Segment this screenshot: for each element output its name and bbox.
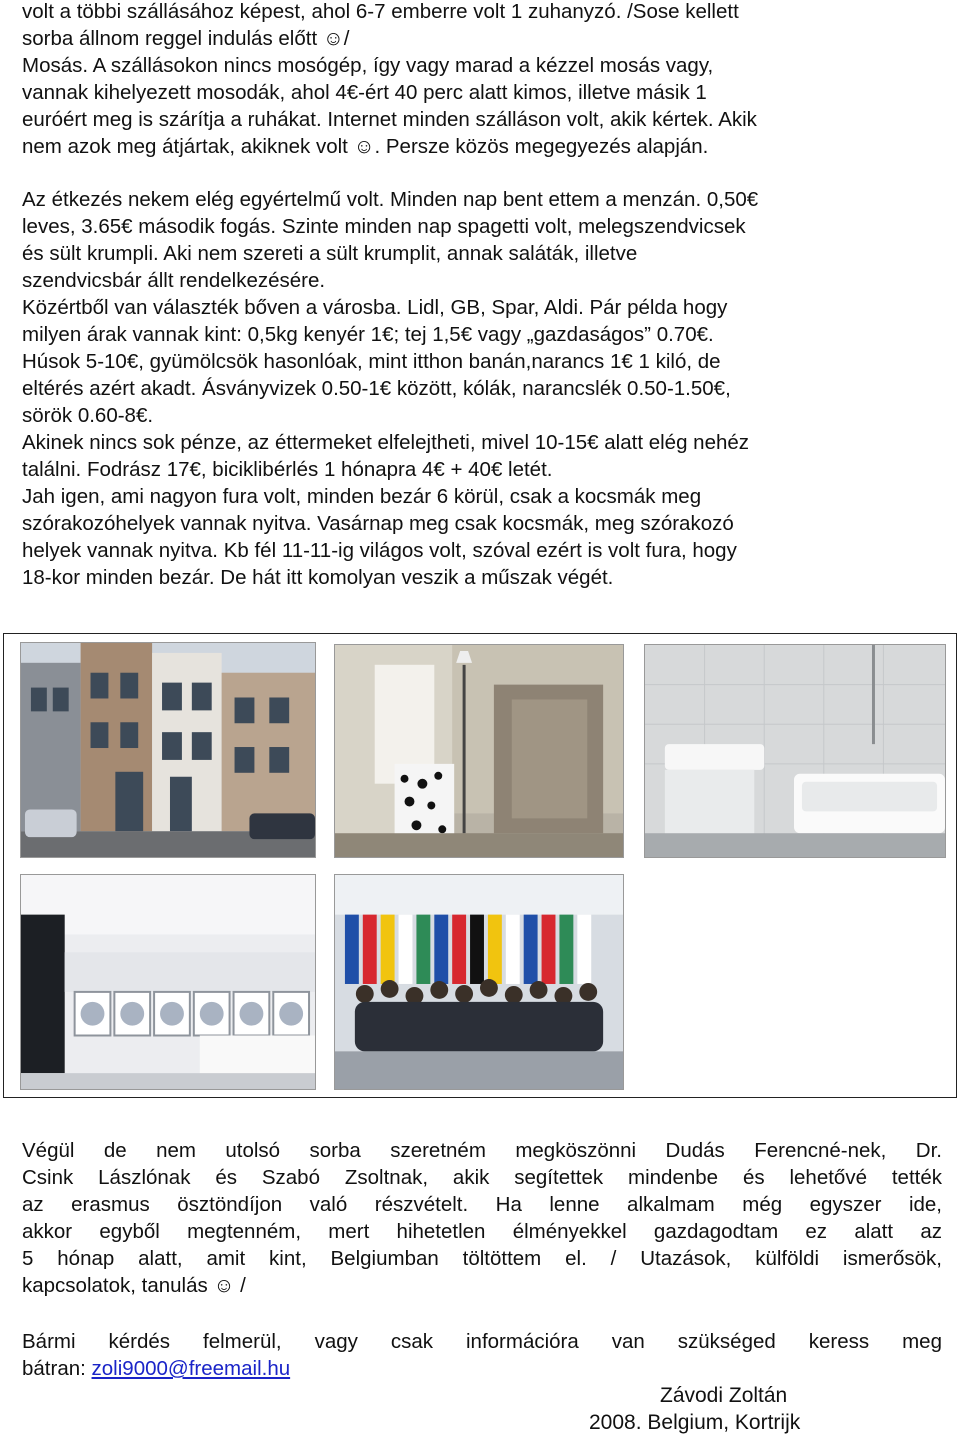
bathroom-photo: [644, 644, 946, 858]
text-line: milyen árak vannak kint: 0,5kg kenyér 1€; tej 1,5€ vagy „gazdaságos” 0.70€.: [22, 323, 714, 346]
text-line: Bármi kérdés felmerül, vagy csak információra van szükséged keress meg: [22, 1330, 942, 1353]
photo-table: [3, 633, 957, 1098]
accommodation-paragraph: [22, 0, 942, 160]
text-line: volt a többi szállásához képest, ahol 6-7 emberre volt 1 zuhanyzó. /Sose kellett: [22, 0, 739, 23]
signature-name: Závodi Zoltán: [660, 1384, 788, 1407]
text-line: és sült krumpli. Aki nem szereti a sült krumplit, annak saláták, illetve: [22, 242, 638, 265]
text-line: kapcsolatok, tanulás ☺ /: [22, 1274, 246, 1297]
text-line: helyek vannak nyitva. Kb fél 11-11-ig világos volt, szóval ezért is volt fura, hogy: [22, 539, 737, 562]
text-line: 18-kor minden bezár. De hát itt komolyan veszik a műszak végét.: [22, 566, 614, 589]
text-line: az erasmus ösztöndíjon való részvételt. Ha lenne alkalmam még egyszer ide,: [22, 1193, 942, 1216]
text-line: szórakozóhelyek vannak nyitva. Vasárnap meg csak kocsmák, meg szórakozó: [22, 512, 734, 535]
text-line: vannak kihelyezett mosodák, ahol 4€-ért 40 perc alatt kimos, illetve másik 1: [22, 81, 707, 104]
group-photo-flags: [334, 874, 624, 1090]
text-line: Közértből van választék bőven a városba. Lidl, GB, Spar, Aldi. Pár példa hogy: [22, 296, 728, 319]
text-line: nem azok meg átjártak, akiknek volt ☺. Persze közös megegyezés alapján.: [22, 135, 709, 158]
food-prices-paragraph: [22, 186, 942, 591]
thanks-paragraph: [22, 1137, 942, 1299]
laundromat-photo: [20, 874, 316, 1090]
text-line: [22, 1355, 942, 1382]
text-line: euróért meg is szárítja a ruhákat. Internet minden szálláson volt, akik kértek. Akik: [22, 108, 757, 131]
text-line: Húsok 5-10€, gyümölcsök hasonlóak, mint itthon banán,narancs 1€ 1 kiló, de: [22, 350, 721, 373]
signature-place-date: 2008. Belgium, Kortrijk: [589, 1411, 801, 1434]
room-interior-photo: [334, 644, 624, 858]
text-line: Az étkezés nekem elég egyértelmű volt. Minden nap bent ettem a menzán. 0,50€: [22, 188, 759, 211]
contact-prefix: bátran:: [22, 1357, 92, 1380]
text-line: Akinek nincs sok pénze, az éttermeket elfelejtheti, mivel 10-15€ alatt elég nehéz: [22, 431, 750, 454]
text-line: sörök 0.60-8€.: [22, 404, 154, 427]
text-line: szendvicsbár állt rendelkezésére.: [22, 269, 326, 292]
text-line: találni. Fodrász 17€, biciklibérlés 1 hónapra 4€ + 40€ letét.: [22, 458, 553, 481]
text-line: akkor egyből megtenném, mert hihetetlen élményekkel gazdagodtam ez alatt az: [22, 1220, 942, 1243]
text-line: sorba állnom reggel indulás előtt ☺/: [22, 27, 350, 50]
text-line: Csink Lászlónak és Szabó Zsoltnak, akik segítettek mindenbe és lehetővé tették: [22, 1166, 942, 1189]
text-line: Jah igen, ami nagyon fura volt, minden bezár 6 körül, csak a kocsmák meg: [22, 485, 702, 508]
text-line: Végül de nem utolsó sorba szeretném megköszönni Dudás Ferencné-nek, Dr.: [22, 1139, 942, 1162]
contact-paragraph: [22, 1328, 942, 1382]
text-line: leves, 3.65€ második fogás. Szinte minden nap spagetti volt, melegszendvicsek: [22, 215, 746, 238]
text-line: Mosás. A szállásokon nincs mosógép, így vagy marad a kézzel mosás vagy,: [22, 54, 714, 77]
street-houses-photo: [20, 642, 316, 858]
text-line: 5 hónap alatt, amit kint, Belgiumban töltöttem el. / Utazások, külföldi ismerősök,: [22, 1247, 942, 1270]
text-line: eltérés azért akadt. Ásványvizek 0.50-1€ között, kólák, narancslék 0.50-1.50€,: [22, 377, 731, 400]
email-link[interactable]: zoli9000@freemail.hu: [91, 1357, 291, 1380]
